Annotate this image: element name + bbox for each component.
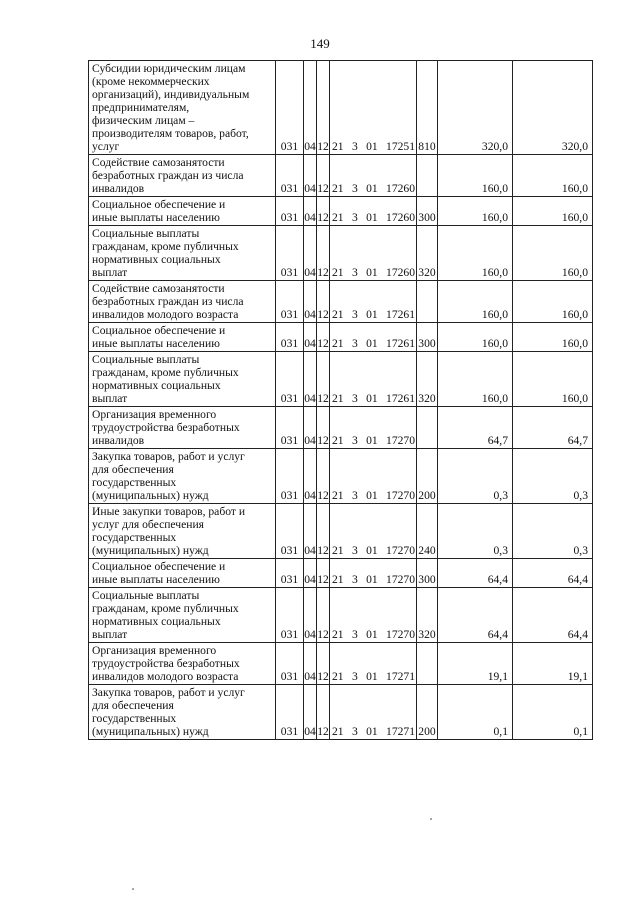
ministry-code: 031 (276, 504, 304, 559)
expense-name: Социальное обеспечение и иные выплаты населению (89, 197, 276, 226)
amount-year-2: 320,0 (513, 61, 593, 155)
amount-year-1: 19,1 (438, 643, 513, 685)
target-article-part: 21 (332, 392, 344, 405)
amount-year-1: 160,0 (438, 155, 513, 197)
target-article-part: 21 (332, 670, 344, 683)
target-article-part: 3 (351, 489, 358, 502)
target-article-code (330, 226, 417, 281)
expense-name: Содействие самозанятости безработных граждан из числа инвалидов молодого возраста (89, 281, 276, 323)
amount-year-1: 320,0 (438, 61, 513, 155)
ministry-code: 031 (276, 685, 304, 740)
expense-type-code: 200 (417, 685, 438, 740)
target-article-code (330, 559, 417, 588)
target-article-part: 17270 (386, 544, 415, 557)
expense-name: Субсидии юридическим лицам (кроме некоммерческих организаций), индивидуальным предпринимателям, физическим лицам – производителям товаров, работ, услуг (89, 61, 276, 155)
target-article-part: 21 (332, 266, 344, 279)
scan-speck (430, 818, 432, 820)
amount-year-2: 160,0 (513, 352, 593, 407)
target-article-part: 01 (366, 725, 378, 738)
expense-type-code (417, 407, 438, 449)
table-row (89, 155, 593, 197)
target-article-part: 21 (332, 573, 344, 586)
amount-year-1: 64,7 (438, 407, 513, 449)
expense-type-code: 320 (417, 588, 438, 643)
amount-year-2: 0,1 (513, 685, 593, 740)
target-article-code (330, 197, 417, 226)
table-row (89, 323, 593, 352)
amount-year-2: 160,0 (513, 323, 593, 352)
amount-year-1: 160,0 (438, 197, 513, 226)
subsection-code: 12 (317, 197, 330, 226)
amount-year-2: 64,4 (513, 588, 593, 643)
amount-year-1: 160,0 (438, 281, 513, 323)
target-article-part: 17270 (386, 573, 415, 586)
section-code: 04 (304, 197, 317, 226)
expense-type-code (417, 155, 438, 197)
target-article-parts (330, 337, 416, 350)
amount-year-1: 160,0 (438, 323, 513, 352)
expense-name: Социальные выплаты гражданам, кроме публичных нормативных социальных выплат (89, 352, 276, 407)
target-article-part: 21 (332, 182, 344, 195)
section-code: 04 (304, 352, 317, 407)
expense-type-code: 300 (417, 559, 438, 588)
target-article-part: 01 (366, 544, 378, 557)
target-article-part: 21 (332, 140, 344, 153)
ministry-code: 031 (276, 588, 304, 643)
subsection-code: 12 (317, 685, 330, 740)
target-article-code (330, 449, 417, 504)
target-article-parts (330, 489, 416, 502)
target-article-part: 17260 (386, 211, 415, 224)
table-body (89, 61, 593, 740)
expense-type-code: 300 (417, 197, 438, 226)
ministry-code: 031 (276, 155, 304, 197)
target-article-parts (330, 670, 416, 683)
target-article-part: 01 (366, 434, 378, 447)
target-article-part: 17261 (386, 308, 415, 321)
ministry-code: 031 (276, 226, 304, 281)
target-article-parts (330, 573, 416, 586)
subsection-code: 12 (317, 155, 330, 197)
target-article-parts (330, 182, 416, 195)
expense-type-code: 300 (417, 323, 438, 352)
section-code: 04 (304, 559, 317, 588)
target-article-part: 17270 (386, 434, 415, 447)
target-article-parts (330, 211, 416, 224)
expense-type-code: 810 (417, 61, 438, 155)
target-article-part: 21 (332, 308, 344, 321)
subsection-code: 12 (317, 61, 330, 155)
section-code: 04 (304, 643, 317, 685)
table-row (89, 352, 593, 407)
subsection-code: 12 (317, 504, 330, 559)
target-article-part: 17271 (386, 670, 415, 683)
target-article-part: 01 (366, 337, 378, 350)
table-row (89, 504, 593, 559)
target-article-part: 17260 (386, 182, 415, 195)
target-article-part: 3 (351, 140, 358, 153)
target-article-part: 17270 (386, 489, 415, 502)
table-row (89, 226, 593, 281)
section-code: 04 (304, 449, 317, 504)
table-row (89, 281, 593, 323)
amount-year-2: 19,1 (513, 643, 593, 685)
expense-type-code: 320 (417, 352, 438, 407)
target-article-part: 17261 (386, 337, 415, 350)
target-article-part: 3 (351, 392, 358, 405)
target-article-part: 3 (351, 182, 358, 195)
target-article-parts (330, 140, 416, 153)
section-code: 04 (304, 281, 317, 323)
amount-year-2: 160,0 (513, 226, 593, 281)
target-article-part: 3 (351, 266, 358, 279)
amount-year-2: 64,7 (513, 407, 593, 449)
target-article-part: 3 (351, 725, 358, 738)
expense-name: Социальные выплаты гражданам, кроме публичных нормативных социальных выплат (89, 226, 276, 281)
target-article-part: 21 (332, 489, 344, 502)
expense-type-code: 200 (417, 449, 438, 504)
budget-table (88, 60, 593, 740)
table-row (89, 197, 593, 226)
target-article-part: 01 (366, 670, 378, 683)
section-code: 04 (304, 504, 317, 559)
expense-name: Содействие самозанятости безработных граждан из числа инвалидов (89, 155, 276, 197)
target-article-part: 3 (351, 337, 358, 350)
expense-type-code: 240 (417, 504, 438, 559)
expense-type-code (417, 281, 438, 323)
subsection-code: 12 (317, 281, 330, 323)
subsection-code: 12 (317, 588, 330, 643)
target-article-part: 3 (351, 670, 358, 683)
target-article-parts (330, 544, 416, 557)
ministry-code: 031 (276, 281, 304, 323)
target-article-code (330, 155, 417, 197)
section-code: 04 (304, 685, 317, 740)
expense-name: Иные закупки товаров, работ и услуг для обеспечения государственных (муниципальных) нужд (89, 504, 276, 559)
target-article-part: 3 (351, 544, 358, 557)
target-article-part: 17271 (386, 725, 415, 738)
amount-year-1: 64,4 (438, 559, 513, 588)
target-article-part: 3 (351, 434, 358, 447)
target-article-part: 17261 (386, 392, 415, 405)
subsection-code: 12 (317, 352, 330, 407)
subsection-code: 12 (317, 226, 330, 281)
amount-year-1: 0,1 (438, 685, 513, 740)
table-row (89, 559, 593, 588)
scan-speck (132, 888, 134, 890)
target-article-part: 21 (332, 725, 344, 738)
target-article-code (330, 61, 417, 155)
target-article-code (330, 643, 417, 685)
amount-year-2: 160,0 (513, 281, 593, 323)
expense-name: Закупка товаров, работ и услуг для обеспечения государственных (муниципальных) нужд (89, 685, 276, 740)
table-row (89, 685, 593, 740)
expense-name: Организация временного трудоустройства безработных инвалидов молодого возраста (89, 643, 276, 685)
target-article-part: 3 (351, 211, 358, 224)
amount-year-2: 160,0 (513, 197, 593, 226)
section-code: 04 (304, 155, 317, 197)
target-article-part: 01 (366, 182, 378, 195)
target-article-parts (330, 266, 416, 279)
target-article-part: 01 (366, 308, 378, 321)
table-row (89, 588, 593, 643)
target-article-part: 3 (351, 308, 358, 321)
ministry-code: 031 (276, 449, 304, 504)
expense-name: Социальные выплаты гражданам, кроме публичных нормативных социальных выплат (89, 588, 276, 643)
ministry-code: 031 (276, 197, 304, 226)
table-row (89, 643, 593, 685)
amount-year-1: 64,4 (438, 588, 513, 643)
subsection-code: 12 (317, 643, 330, 685)
target-article-part: 17270 (386, 628, 415, 641)
table-row (89, 407, 593, 449)
target-article-parts (330, 628, 416, 641)
target-article-part: 01 (366, 266, 378, 279)
subsection-code: 12 (317, 323, 330, 352)
target-article-part: 01 (366, 573, 378, 586)
expense-name: Организация временного трудоустройства безработных инвалидов (89, 407, 276, 449)
subsection-code: 12 (317, 407, 330, 449)
ministry-code: 031 (276, 61, 304, 155)
target-article-part: 01 (366, 628, 378, 641)
amount-year-2: 160,0 (513, 155, 593, 197)
target-article-part: 21 (332, 211, 344, 224)
target-article-part: 21 (332, 628, 344, 641)
ministry-code: 031 (276, 323, 304, 352)
target-article-part: 01 (366, 140, 378, 153)
subsection-code: 12 (317, 559, 330, 588)
amount-year-2: 0,3 (513, 504, 593, 559)
target-article-parts (330, 308, 416, 321)
target-article-part: 3 (351, 628, 358, 641)
amount-year-2: 64,4 (513, 559, 593, 588)
expense-type-code: 320 (417, 226, 438, 281)
ministry-code: 031 (276, 559, 304, 588)
target-article-code (330, 352, 417, 407)
table-row (89, 61, 593, 155)
expense-name: Социальное обеспечение и иные выплаты населению (89, 559, 276, 588)
target-article-part: 17260 (386, 266, 415, 279)
target-article-part: 21 (332, 337, 344, 350)
table-row (89, 449, 593, 504)
amount-year-1: 160,0 (438, 226, 513, 281)
ministry-code: 031 (276, 407, 304, 449)
target-article-part: 21 (332, 434, 344, 447)
page-number: 149 (310, 36, 330, 51)
target-article-parts (330, 725, 416, 738)
target-article-code (330, 504, 417, 559)
target-article-part: 17251 (386, 140, 415, 153)
section-code: 04 (304, 323, 317, 352)
section-code: 04 (304, 407, 317, 449)
section-code: 04 (304, 61, 317, 155)
expense-name: Социальное обеспечение и иные выплаты населению (89, 323, 276, 352)
expense-name: Закупка товаров, работ и услуг для обеспечения государственных (муниципальных) нужд (89, 449, 276, 504)
target-article-part: 21 (332, 544, 344, 557)
subsection-code: 12 (317, 449, 330, 504)
target-article-part: 3 (351, 573, 358, 586)
amount-year-2: 0,3 (513, 449, 593, 504)
amount-year-1: 160,0 (438, 352, 513, 407)
amount-year-1: 0,3 (438, 504, 513, 559)
target-article-parts (330, 392, 416, 405)
target-article-code (330, 323, 417, 352)
target-article-code (330, 588, 417, 643)
ministry-code: 031 (276, 352, 304, 407)
target-article-part: 01 (366, 211, 378, 224)
target-article-code (330, 685, 417, 740)
expense-type-code (417, 643, 438, 685)
section-code: 04 (304, 226, 317, 281)
ministry-code: 031 (276, 643, 304, 685)
target-article-part: 01 (366, 392, 378, 405)
target-article-parts (330, 434, 416, 447)
target-article-code (330, 281, 417, 323)
target-article-part: 01 (366, 489, 378, 502)
target-article-code (330, 407, 417, 449)
amount-year-1: 0,3 (438, 449, 513, 504)
section-code: 04 (304, 588, 317, 643)
